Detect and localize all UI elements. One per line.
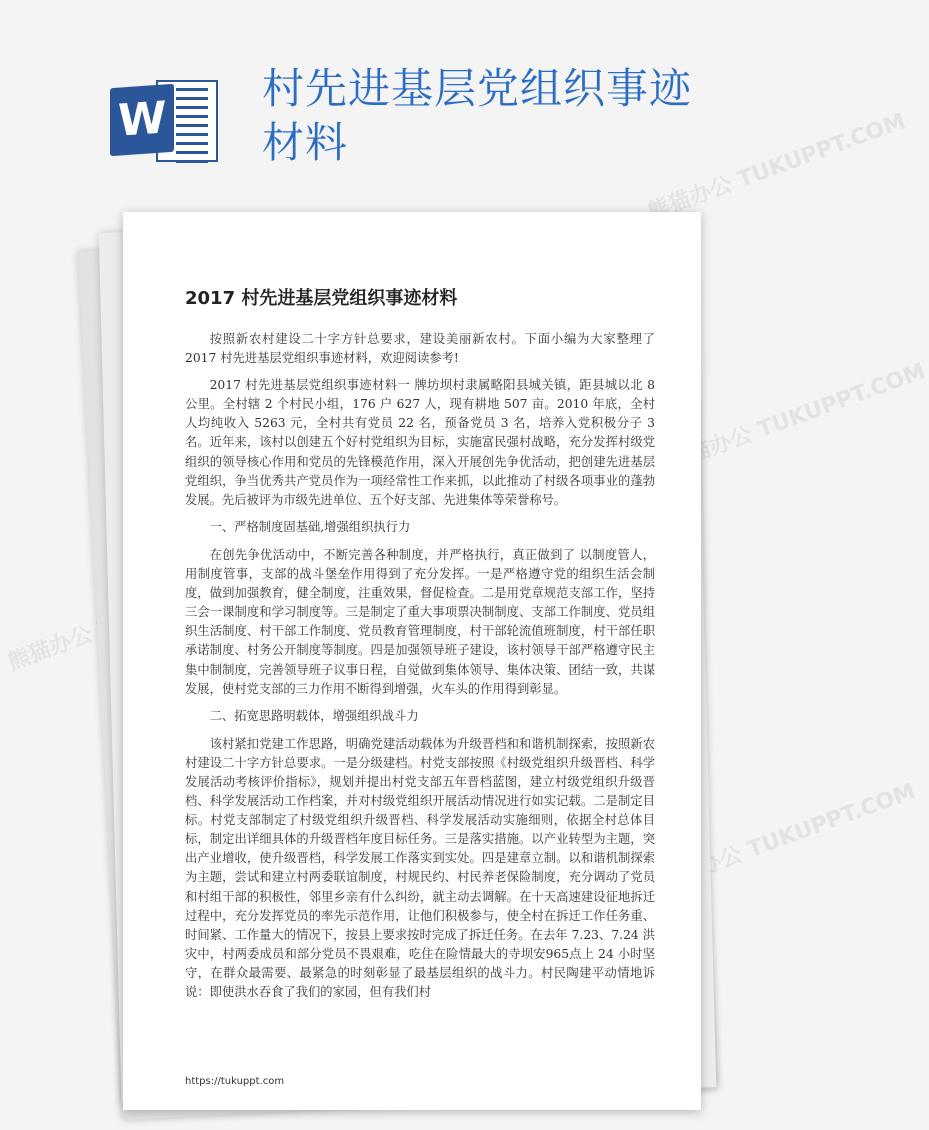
- watermark: 熊猫办公 TUKUPPT.COM: [644, 109, 909, 226]
- paragraph: 2017 村先进基层党组织事迹材料一 牌坊坝村隶属略阳县城关镇，距县城以北 8 公里。全村辖 2 个村民小组，176 户 627 人，现有耕地 507 亩。2010 年底，全村人均纯收入 5263 元，全村共有党员 22 名，预备党员 3 名，培养入党积极分子 3 名。近年来，该村以创建五个好村党组织为目标，实施富民强村战略，充分发挥村级党组织的领导核心作用和党员的先锋模范作用，深入开展创先争优活动，把创建先进基层党组织，争当优秀共产党员作为一项经常性工作来抓，以此推动了村级各项事业的蓬勃发展。先后被评为市级先进单位、五个好支部、先进集体等荣誉称号。: [185, 378, 655, 507]
- paragraph: 在创先争优活动中，不断完善各种制度，并严格执行，真正做到了 以制度管人，用制度管事，支部的战斗堡垒作用得到了充分发挥。一是严格遵守党的组织生活会制度，做到加强教育，健全制度，注重效果，督促检查。二是用党章规范支部工作，坚持三会一课制度和学习制度等。三是制定了重大事项票决制制度、支部工作制度、党员组织生活制度、村干部工作制度、党员教育管理制度，村干部轮流值班制度，村干部任职承诺制度、村务公开制度等制度。四是加强领导班子建设，该村领导干部严格遵守民主集中制制度，完善领导班子议事日程，自觉做到集体领导、集体决策、团结一致，共谋发展，使村党支部的三力作用不断得到增强，火车头的作用得到彰显。: [185, 547, 655, 696]
- watermark: 熊猫办公 TUKUPPT.COM: [654, 779, 919, 896]
- paragraph: 该村紧扣党建工作思路，明确党建活动载体为升级晋档和和谐机制探索，按照新农村建设二十字方针总要求。一是分级建档。村党支部按照《村级党组织升级晋档、科学发展活动考核评价指标》，规划并提出村党支部五年晋档蓝图，建立村级党组织升级晋档、科学发展活动工作档案，并对村级党组织开展活动情况进行如实记载。二是制定目标。村党支部制定了村级党组织升级晋档、科学发展活动实施细则，依据全村总体目标，制定出详细具体的升级晋档年度目标任务。三是落实措施。以产业转型为主题，突出产业增收，使升级晋档，科学发展工作落实到实处。四是建章立制。以和谐机制探索为主题，尝试和建立村两委联谊制度，村规民约、村民养老保险制度，充分调动了党员和村组干部的积极性，邻里乡亲有什么纠纷，就主动去调解。在十天高速建设征地拆迁过程中，充分发挥党员的率先示范作用，让他们积极参与，使全村在拆迁工作任务重、时间紧、工作量大的情况下，按县上要求按时完成了拆迁任务。在去年 7.23、7.24 洪灾中，村两委成员和部分党员不畏艰难，吃住在险情最大的寺坝安965点上 24 小时坚守，在群众最需要、最紧急的时刻彰显了最基层组织的战斗力。村民陶建平动情地诉说：即使洪水吞食了我们的家园，但有我们村: [185, 736, 655, 999]
- watermark: 熊猫办公 TUKUPPT.COM: [664, 359, 929, 476]
- header: [0, 0, 800, 200]
- section-heading: 一、严格制度固基础,增强组织执行力: [209, 519, 411, 534]
- word-letter-badge: W: [110, 84, 174, 156]
- document-page: [123, 212, 701, 1110]
- section-heading: 二、拓宽思路明载体，增强组织战斗力: [209, 708, 419, 723]
- document-title: 2017 村先进基层党组织事迹材料: [185, 288, 458, 309]
- document-body: [185, 330, 655, 1010]
- word-document-icon: [110, 72, 220, 168]
- paragraph: 按照新农村建设二十字方针总要求，建设美丽新农村。下面小编为大家整理了 2017 村先进基层党组织事迹材料，欢迎阅读参考!: [185, 332, 655, 366]
- footer-url: https://tukuppt.com: [185, 1076, 285, 1087]
- watermark: 熊猫办公: [4, 622, 96, 676]
- page-title: 村先进基层党组织事迹材料: [262, 64, 693, 167]
